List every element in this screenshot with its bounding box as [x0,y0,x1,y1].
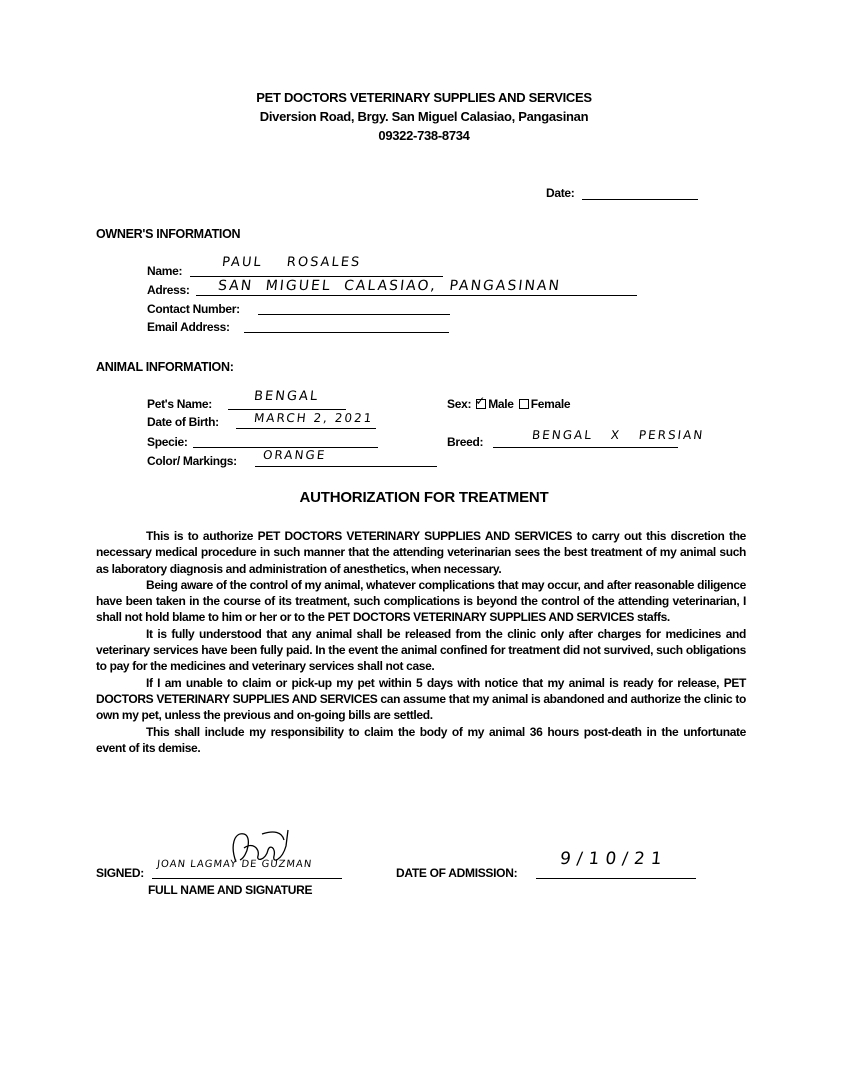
owner-address-label: Adress: [147,283,190,297]
sex-label: Sex: [447,397,472,411]
contact-number-label: Contact Number: [147,302,240,316]
dob-field[interactable] [236,428,376,429]
sex-female-checkbox[interactable] [519,399,529,409]
authorization-title: AUTHORIZATION FOR TREATMENT [299,489,549,506]
email-address-label: Email Address: [147,320,230,334]
owner-name-label: Name: [147,264,183,278]
authorization-paragraph: If I am unable to claim or pick-up my pet within 5 days with notice that my animal is ready for release, PET DOCTORS VETERINARY SUPPLIES AND SERVICES can assume that my animal is abandoned and authorize the clinic to own my pet, unless the previous and on-going bills are settled. [96,675,746,723]
date-field[interactable] [582,199,698,200]
form-header [0,88,848,145]
owner-section-title: OWNER'S INFORMATION [96,227,241,241]
authorization-paragraph: It is fully understood that any animal shall be released from the clinic only after charges for medicines and veterinary services have been fully paid. In the event the animal confined for treatment did not survived, such obligations to pay for the medicines and veterinary services shall not case. [96,626,746,674]
sex-male-label: Male [488,397,514,411]
breed-value: BENGAL X PERSIAN [531,428,706,442]
clinic-name: PET DOCTORS VETERINARY SUPPLIES AND SERVICES [256,90,592,105]
owner-name-field[interactable] [190,276,443,277]
color-markings-label: Color/ Markings: [147,454,237,468]
admission-date-value: 9/10/21 [558,849,669,869]
dob-label: Date of Birth: [147,415,219,429]
dob-value: MARCH 2, 2021 [253,411,375,425]
signed-name-value: JOAN LAGMAY DE GUZMAN [156,859,313,870]
breed-label: Breed: [447,435,484,449]
signed-label: SIGNED: [96,866,144,880]
authorization-body [96,528,746,756]
color-markings-field[interactable] [255,466,437,467]
sex-male-checkbox[interactable] [476,399,486,409]
authorization-paragraph: This is to authorize PET DOCTORS VETERINARY SUPPLIES AND SERVICES to carry out this discretion the necessary medical procedure in such manner that the attending veterinarian sees the best treatment of my animal such as laboratory diagnosis and administration of anesthetics, when necessary. [96,529,746,576]
pet-name-value: BENGAL [253,389,320,404]
owner-address-value: SAN MIGUEL CALASIAO, PANGASINAN [217,278,562,294]
admission-date-field[interactable] [536,878,696,879]
clinic-phone: 09322-738-8734 [378,128,470,143]
signature-field[interactable] [152,878,342,879]
authorization-paragraph: Being aware of the control of my animal, whatever complications that may occur, and after reasonable diligence have been taken in the course of its treatment, such complications is beyond the control of the attending veterinarian, I shall not hold blame to him or her or to the PET DOCTORS VETERINARY SUPPLIES AND SERVICES staffs. [96,577,746,625]
email-address-field[interactable] [244,332,449,333]
pet-name-field[interactable] [228,409,346,410]
admission-date-label: DATE OF ADMISSION: [396,866,518,880]
authorization-paragraph: This shall include my responsibility to claim the body of my animal 36 hours post-death in the unfortunate event of its demise. [96,724,746,755]
sex-female-label: Female [530,397,571,411]
handwritten-signature [222,826,302,878]
date-label: Date: [546,186,575,200]
color-markings-value: ORANGE [262,448,328,462]
animal-section-title: ANIMAL INFORMATION: [96,360,234,374]
pet-name-label: Pet's Name: [147,397,212,411]
specie-label: Specie: [147,435,188,449]
breed-field[interactable] [493,447,678,448]
signature-caption: FULL NAME AND SIGNATURE [148,883,313,897]
contact-number-field[interactable] [258,314,450,315]
clinic-address: Diversion Road, Brgy. San Miguel Calasiao, Pangasinan [259,109,589,124]
owner-name-value: PAUL ROSALES [221,255,362,270]
sex-field [447,397,570,411]
owner-address-field[interactable] [196,295,637,296]
